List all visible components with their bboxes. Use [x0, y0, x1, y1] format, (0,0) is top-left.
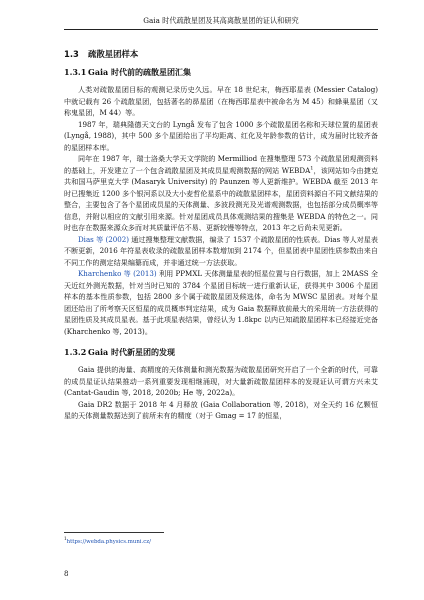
footnote-marker: 1	[64, 536, 67, 541]
subsection-number: 1.3.2	[64, 347, 87, 357]
footnote	[64, 535, 151, 546]
section-number: 1.3	[64, 49, 79, 59]
subsection-title: Gaia 时代新星团的发现	[88, 347, 176, 357]
paragraph-dias-text: 通过搜集整理文献数据，编录了 1537 个疏散星团的性质表。Dias 等人对星表不断更新，2016 年符星表收录的疏散星团样本数增加到 2174 个，但星团表中星团性质参数由来自不同工作的测定结果编纂而成，并非通过统一方法获取。	[64, 234, 378, 267]
paragraph-gaia-dr2: Gaia DR2 数据于 2018 年 4 月释放 (Gaia Collaboration 等, 2018)，对全天约 16 亿颗恒星的天体测量数据达到了前所未有的精度（对于 Gmag = 17 的恒星，	[64, 399, 378, 420]
subsection-heading-2	[64, 347, 378, 358]
subsection-heading-1	[64, 67, 378, 78]
subsection-number: 1.3.1	[64, 67, 87, 77]
page-number: 8	[64, 570, 69, 578]
running-header: Gaia 时代疏散星团及其高离散星团的证认和研究	[64, 16, 378, 30]
citation-dias[interactable]: Dias 等 (2002)	[78, 234, 130, 244]
paragraph-gaia-intro: Gaia 提供的海量、高精度的天体测量和测光数据为疏散星团研究开启了一个全新的时代，可靠的成员星证认结果推动一系列重要发现相继涌现，对大量新疏散星团样本的发现证认可谓方兴未艾 (Cantat-Gaudin 等, 2018, 2020b; He 等, 2022a)。	[64, 365, 378, 397]
paragraph-webda-rest: ，该网站如今由捷克共和国马萨里克大学 (Masaryk University) 的 Paunzen 等人更新维护。WEBDA 截至 2013 年时已搜集近 1200 多个银河系以及大小麦哲伦星系中的疏散星团样本，星团资料源自不同文献结果的整合，主要包含了各个星团成员星的天体测量、多波段测光及光谱观测数据，也包括部分成员概率等信息，并附以相应的文献引用来源。针对星团成员具体观测结果的搜集是 WEBDA 的特色之一。同时也存在数据来源众多而对其质量评估不易、更新较慢等特点，2013 年之后尚未见更新。	[64, 165, 379, 232]
paragraph-kharchenko-text: 利用 PPMXL 天体测量星表的恒星位置与自行数据，加上 2MASS 全天近红外测光数据，针对当时已知的 3784 个星团目标统一进行重新认证，获得其中 3006 个星团样本的基本性质参数，包括 2800 多个属于疏散星团及候选体，命名为 MWSC 星团表。对每个星团还给出了所考察天区恒星的成员概率判定结果，成为 Gaia 数据释放前最大的采用统一方法获得的星团性质及其成员星表。基于此项星表结果，曾经认为 1.8kpc 以内已知疏散星团样本已经接近完备 (Kharchenko 等, 2013)。	[64, 269, 378, 336]
section-title: 疏散星团样本	[88, 49, 139, 59]
subsection-title: Gaia 时代前的疏散星团汇集	[88, 67, 192, 77]
paragraph-lynga: 1987 年，瑞典隆德天文台的 Lyngå 发布了包含 1000 多个疏散星团名称和天球位置的星团表 (Lyngå, 1988)，其中 500 多个星团给出了平均距离、红化及年龄参数的估计，成为届时比较齐备的星团样本库。	[64, 119, 378, 152]
paragraph-dias	[64, 234, 378, 269]
footnote-ref[interactable]: 1	[310, 165, 314, 172]
section-heading	[64, 48, 378, 60]
paragraph-webda	[64, 153, 378, 234]
footnote-divider	[64, 532, 164, 533]
main-content	[64, 48, 378, 422]
paragraph-kharchenko	[64, 268, 378, 337]
paragraph-webda-text: 同年在 1987 年，瑞士洛桑大学天文学院的 Mermilliod 在搜集整理 573 个疏散星团观测资料的基础上，开发建立了一个包含疏散星团及其成员星观测数据的网站 WEBDA	[64, 154, 378, 175]
paragraph-messier: 人类对疏散星团目标的观测记录历史久远。早在 18 世纪末，梅西耶星表 (Messier Catalog) 中就记载有 26 个疏散星团，包括著名的昴星团（在梅西耶星表中被命名为 M 45）和蜂巢星团（又称鬼星团，M 44）等。	[64, 85, 378, 117]
footnote-url[interactable]: https://webda.physics.muni.cz/	[66, 538, 151, 545]
citation-kharchenko[interactable]: Kharchenko 等 (2013)	[78, 269, 157, 278]
